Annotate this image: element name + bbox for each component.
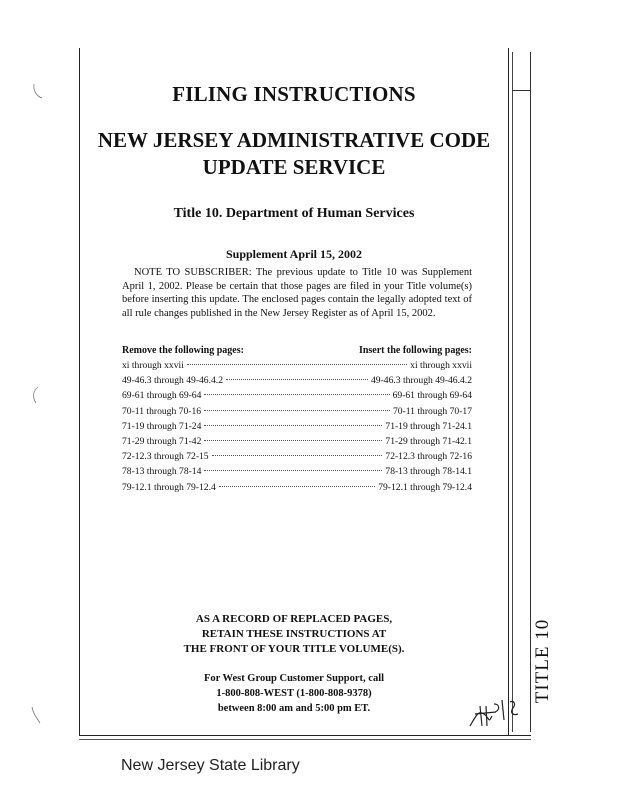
remove-pages: 69-61 through 69-64 bbox=[122, 390, 202, 402]
spine-tab-divider bbox=[512, 90, 530, 91]
insert-pages: 71-29 through 71-42.1 bbox=[385, 435, 472, 447]
insert-pages: 72-12.3 through 72-16 bbox=[385, 451, 472, 463]
scan-mark-icon bbox=[32, 82, 44, 102]
remove-pages: 71-19 through 71-24 bbox=[122, 420, 202, 432]
leader-dots bbox=[204, 470, 382, 471]
spine-label: TITLE 10 bbox=[532, 618, 553, 704]
support-hours: between 8:00 am and 5:00 pm ET. bbox=[217, 703, 371, 714]
record-line-1: AS A RECORD OF REPLACED PAGES, bbox=[195, 613, 393, 625]
list-item bbox=[122, 466, 472, 481]
code-title-line-2: UPDATE SERVICE bbox=[202, 155, 386, 179]
list-item bbox=[122, 375, 472, 390]
leader-dots bbox=[219, 486, 375, 487]
remove-pages: 71-29 through 71-42 bbox=[122, 435, 202, 447]
leader-dots bbox=[226, 379, 368, 380]
record-line-3: THE FRONT OF YOUR TITLE VOLUME(S). bbox=[183, 643, 405, 655]
record-instructions bbox=[80, 612, 508, 657]
insert-pages: 78-13 through 78-14.1 bbox=[385, 466, 472, 478]
leader-dots bbox=[204, 410, 390, 411]
leader-dots bbox=[204, 425, 382, 426]
remove-pages: 70-11 through 70-16 bbox=[122, 405, 202, 417]
leader-dots bbox=[204, 394, 389, 395]
remove-pages: xi through xxvii bbox=[122, 360, 184, 371]
remove-pages: 49-46.3 through 49-46.4.2 bbox=[122, 375, 223, 387]
remove-column-header: Remove the following pages: bbox=[122, 345, 244, 356]
list-item bbox=[122, 390, 472, 405]
insert-pages: 70-11 through 70-17 bbox=[392, 405, 472, 417]
list-item bbox=[122, 451, 472, 466]
insert-pages: 79-12.1 through 79-12.4 bbox=[378, 481, 472, 493]
department-title: Title 10. Department of Human Services bbox=[173, 206, 415, 221]
subscriber-note: NOTE TO SUBSCRIBER: The previous update to Title 10 was Supplement April 1, 2002. Please be certain that those pages are filed in your Title volume(s) before inserting this update. The enclosed pages contain the legally adopted text of all rule changes published in the New Jersey Register as of April 15, 2002. bbox=[122, 267, 472, 319]
frame-bottom-rule bbox=[79, 735, 531, 736]
list-item bbox=[122, 360, 472, 375]
support-line-1: For West Group Customer Support, call bbox=[203, 673, 385, 684]
code-title-line-1: NEW JERSEY ADMINISTRATIVE CODE bbox=[97, 128, 491, 152]
insert-pages: 69-61 through 69-64 bbox=[392, 390, 472, 402]
insert-pages: xi through xxvii bbox=[410, 360, 472, 371]
leader-dots bbox=[212, 455, 383, 456]
filing-instructions-title: FILING INSTRUCTIONS bbox=[172, 82, 416, 106]
list-item bbox=[122, 406, 472, 421]
remove-pages: 79-12.1 through 79-12.4 bbox=[122, 481, 216, 493]
insert-column-header: Insert the following pages: bbox=[358, 345, 472, 356]
list-item bbox=[122, 482, 472, 497]
leader-dots bbox=[187, 364, 407, 365]
remove-pages: 78-13 through 78-14 bbox=[122, 466, 202, 478]
customer-support bbox=[80, 671, 508, 716]
insert-pages: 49-46.3 through 49-46.4.2 bbox=[371, 375, 472, 387]
list-item bbox=[122, 436, 472, 451]
frame-bottom-rule-secondary bbox=[79, 739, 531, 740]
scan-mark-icon bbox=[30, 385, 42, 405]
page-columns-header bbox=[122, 345, 472, 356]
scan-mark-icon bbox=[30, 705, 42, 725]
insert-pages: 71-19 through 71-24.1 bbox=[385, 420, 472, 432]
library-stamp: New Jersey State Library bbox=[121, 757, 300, 774]
leader-dots bbox=[204, 440, 382, 441]
remove-pages: 72-12.3 through 72-15 bbox=[122, 451, 209, 463]
handwritten-signature-icon bbox=[466, 696, 526, 730]
spine-tab-box bbox=[512, 52, 531, 732]
code-title bbox=[80, 127, 508, 181]
list-item bbox=[122, 421, 472, 436]
record-line-2: RETAIN THESE INSTRUCTIONS AT bbox=[201, 628, 387, 640]
page-replacement-list bbox=[122, 360, 472, 497]
supplement-date: Supplement April 15, 2002 bbox=[225, 247, 363, 261]
support-phone: 1-800-808-WEST (1-800-808-9378) bbox=[216, 688, 372, 699]
frame-right-rule bbox=[508, 48, 509, 736]
